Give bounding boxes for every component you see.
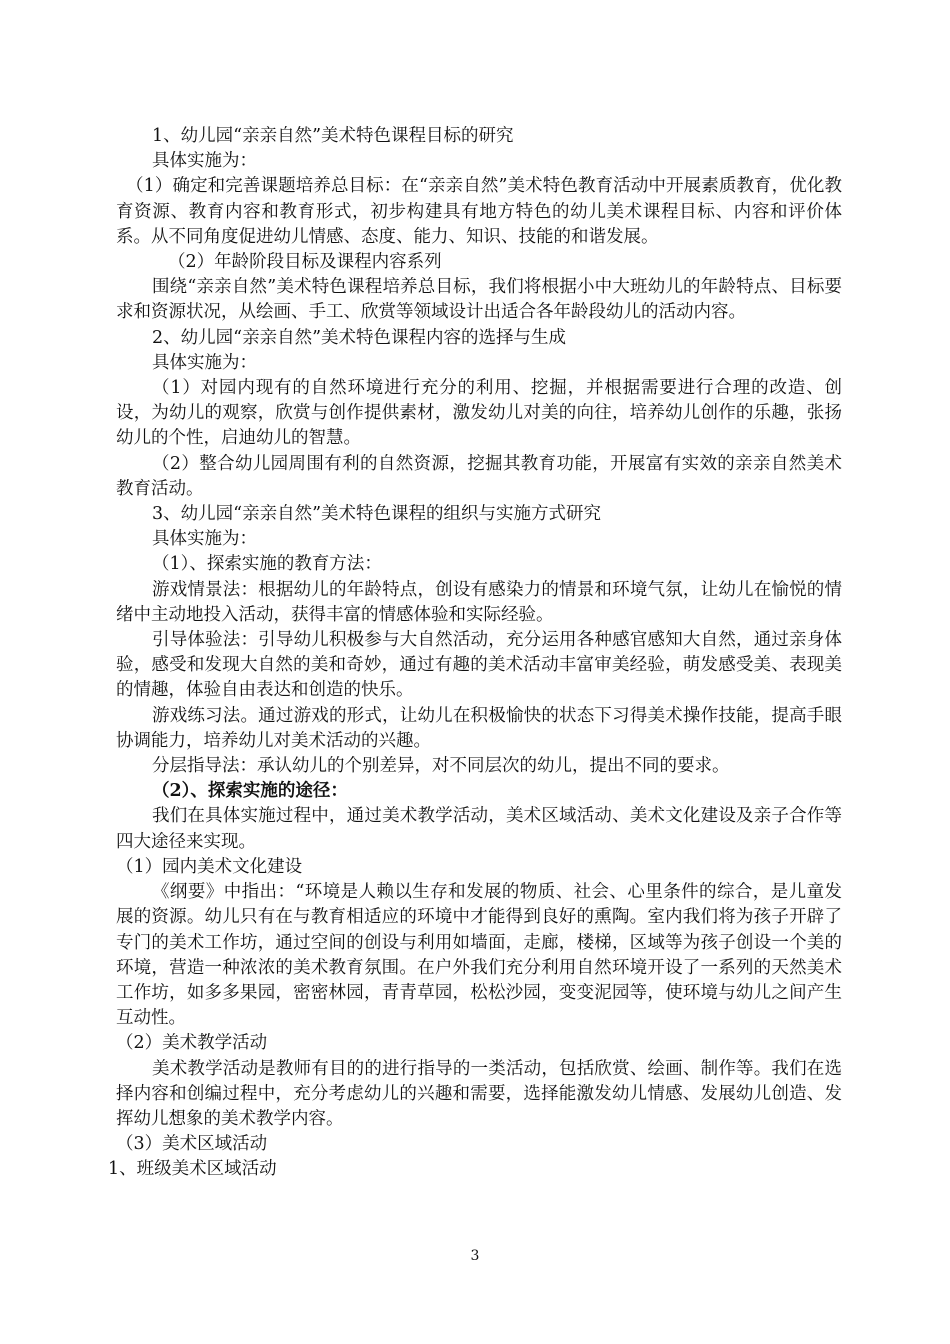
section-heading-2: 2、幼儿园“亲亲自然”美术特色课程内容的选择与生成 [152, 327, 567, 348]
page-number: 3 [470, 1248, 480, 1264]
section-heading-3: 3、幼儿园“亲亲自然”美术特色课程的组织与实施方式研究 [152, 504, 602, 525]
document-body [108, 124, 842, 1183]
paragraph: （2）整合幼儿园周围有利的自然资源，挖掘其教育功能，开展富有实效的亲亲自然美术教育活动。 [116, 453, 842, 499]
paragraph: 游戏练习法。通过游戏的形式，让幼儿在积极愉快的状态下习得美术操作技能，提高手眼协调能力，培养幼儿对美术活动的兴趣。 [116, 705, 842, 751]
paragraph: 《纲要》中指出：“环境是人赖以生存和发展的物质、社会、心里条件的综合，是儿童发展的资源。幼儿只有在与教育相适应的环境中才能得到良好的熏陶。室内我们将为孩子开辟了专门的美术工作坊，通过空间的创设与利用如墙面，走廊，楼梯，区域等为孩子创设一个美的环境，营造一种浓浓的美术教育氛围。在户外我们充分利用自然环境开设了一系列的天然美术工作坊，如多多果园，密密林园，青青草园，松松沙园，变变泥园等，使环境与幼儿之间产生互动性。 [116, 882, 842, 1029]
paragraph: 美术教学活动是教师有目的的进行指导的一类活动，包括欣赏、绘画、制作等。我们在选择内容和创编过程中，充分考虑幼儿的兴趣和需要，选择能激发幼儿情感、发展幼儿创造、发挥幼儿想象的美术教学内容。 [116, 1058, 842, 1129]
implementation-label: 具体实施为： [152, 529, 257, 550]
paragraph: 围绕“亲亲自然”美术特色课程培养总目标，我们将根据小中大班幼儿的年龄特点、目标要求和资源状况，从绘画、手工、欣赏等领域设计出适合各年龄段幼儿的活动内容。 [116, 277, 842, 323]
subheading: （1）、探索实施的教育方法： [152, 554, 382, 575]
section-heading-1: 1、幼儿园“亲亲自然”美术特色课程目标的研究 [152, 126, 514, 146]
subheading: （2）年龄阶段目标及课程内容系列 [168, 252, 442, 273]
paragraph: （1）确定和完善课题培养总目标：在“亲亲自然”美术特色教育活动中开展素质教育，优化教育资源、教育内容和教育形式，初步构建具有地方特色的幼儿美术课程目标、内容和评价体系。从不同角度促进幼儿情感、态度、能力、知识、技能的和谐发展。 [116, 176, 842, 247]
subheading: （3）美术区域活动 [116, 1134, 268, 1155]
subheading: （2）美术教学活动 [116, 1033, 268, 1054]
paragraph: 引导体验法：引导幼儿积极参与大自然活动，充分运用各种感官感知大自然，通过亲身体验，感受和发现大自然的美和奇妙，通过有趣的美术活动丰富审美经验，萌发感受美、表现美的情趣，体验自由表达和创造的快乐。 [116, 630, 842, 701]
paragraph: 分层指导法：承认幼儿的个别差异，对不同层次的幼儿，提出不同的要求。 [152, 756, 730, 777]
subheading: （1）园内美术文化建设 [116, 856, 303, 877]
implementation-label: 具体实施为： [152, 352, 257, 373]
paragraph: 我们在具体实施过程中，通过美术教学活动，美术区域活动、美术文化建设及亲子合作等四大途径来实现。 [116, 806, 842, 852]
paragraph: 游戏情景法：根据幼儿的年龄特点，创设有感染力的情景和环境气氛，让幼儿在愉悦的情绪中主动地投入活动，获得丰富的情感体验和实际经验。 [116, 579, 842, 625]
implementation-label: 具体实施为： [152, 151, 257, 172]
paragraph: （1）对园内现有的自然环境进行充分的利用、挖掘，并根据需要进行合理的改造、创设，为幼儿的观察，欣赏与创作提供素材，激发幼儿对美的向往，培养幼儿创作的乐趣，张扬幼儿的个性，启迪幼儿的智慧。 [116, 378, 842, 449]
subheading: 1、班级美术区域活动 [108, 1159, 277, 1180]
bold-subheading: （2）、探索实施的途径： [152, 781, 348, 802]
